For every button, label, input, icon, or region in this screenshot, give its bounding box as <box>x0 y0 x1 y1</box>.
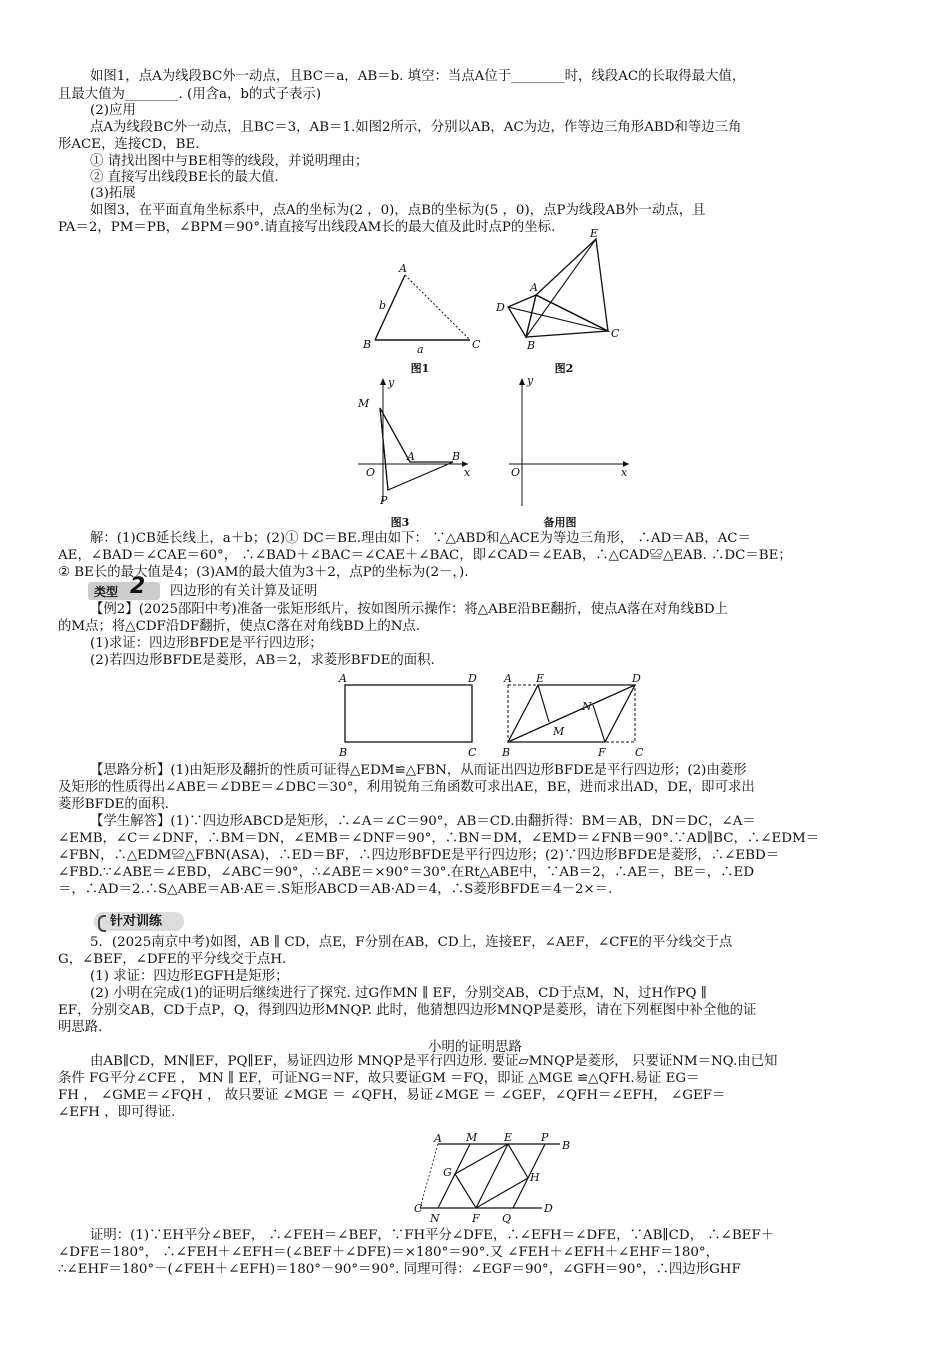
text-line: AE，∠BAD＝∠CAE＝60°， ∴∠BAD＋∠BAC＝∠CAE＋∠BAC，即∠CAD＝∠EAB，∴△CAD≌△EAB. ∴DC＝BE； <box>58 548 792 563</box>
svg-text:O: O <box>366 466 376 479</box>
section-title: 四边形的有关计算及证明 <box>170 584 318 599</box>
text-line: 点A为线段BC外一动点，且BC＝3，AB＝1.如图2所示，分别以AB，AC为边，作等边三角形ABD和等边三角 <box>90 120 742 135</box>
svg-text:D: D <box>632 672 641 685</box>
svg-text:H: H <box>530 1171 540 1184</box>
svg-text:y: y <box>527 374 534 387</box>
svg-text:E: E <box>590 227 599 240</box>
text-line: 且最大值为________. (用含a，b的式子表示) <box>58 87 322 102</box>
svg-text:B: B <box>527 339 536 352</box>
svg-text:C: C <box>635 746 644 759</box>
svg-text:C: C <box>468 746 477 759</box>
text-line: ① 请找出图中与BE相等的线段，并说明理由； <box>90 154 369 169</box>
svg-text:C: C <box>414 1202 423 1215</box>
text-line: (1) 求证：四边形EGFH是矩形； <box>90 969 289 984</box>
svg-text:A: A <box>504 672 512 685</box>
svg-text:F: F <box>472 1212 480 1225</box>
text-line: ∠DFE＝180°， ∴∠FEH＋∠EFH＝(∠BEF＋∠DFE)＝×180°＝90°.又 ∠FEH＋∠EFH＋∠EHF＝180°， <box>58 1245 719 1260</box>
svg-text:x: x <box>464 466 471 479</box>
text-line: 【思路分析】(1)由矩形及翻折的性质可证得△EDM≌△FBN，从而证出四边形BFDE是平行四边形；(2)由菱形 <box>90 763 747 778</box>
svg-text:N: N <box>430 1212 440 1225</box>
text-line: ② 直接写出线段BE长的最大值. <box>90 170 279 185</box>
text-line: ＝，∴AD＝2.∴S△ABE＝AB·AE＝.S矩形ABCD＝AB·AD＝4，∴S菱形BFDE＝4－2×＝. <box>58 882 613 897</box>
text-line: 的M点；将△CDF沿DF翻折，使点C落在对角线BD上的N点. <box>58 619 421 634</box>
svg-text:G: G <box>443 1166 452 1179</box>
text-line: ∠EFH ，即可得证. <box>58 1105 176 1120</box>
svg-text:b: b <box>379 299 387 312</box>
svg-text:P: P <box>541 1131 549 1144</box>
svg-text:A: A <box>434 1132 442 1145</box>
svg-text:A: A <box>339 672 347 685</box>
text-line: G，∠BEF，∠DFE的平分线交于点H. <box>58 952 287 967</box>
svg-text:F: F <box>598 746 606 759</box>
text-line: (2)应用 <box>90 103 136 118</box>
spare-figure <box>505 372 635 512</box>
text-line: (2)若四边形BFDE是菱形，AB＝2，求菱形BFDE的面积. <box>90 653 435 668</box>
figure-1 <box>355 255 495 355</box>
svg-text:x: x <box>621 466 628 479</box>
svg-text:A: A <box>407 450 415 463</box>
svg-text:a: a <box>417 343 424 355</box>
figure-3 <box>350 372 480 512</box>
svg-text:M: M <box>553 725 565 738</box>
svg-text:B: B <box>339 746 348 759</box>
svg-text:y: y <box>388 376 395 389</box>
text-line: ∠EMB，∠C＝∠DNF，∴BM＝DN，∠EMB＝∠DNF＝90°，∴BN＝DM，∠EMD＝∠FNB＝90°.∵AD∥BC，∴∠EDM＝ <box>58 831 820 846</box>
text-line: 由AB∥CD，MN∥EF，PQ∥EF，易证四边形 MNQP是平行四边形. 要证▱MNQP是菱形， 只要证NM＝NQ.由已知 <box>90 1054 778 1069</box>
text-line: 5．(2025南京中考)如图，AB ∥ CD，点E，F分别在AB，CD上，连接EF，∠AEF，∠CFE的平分线交于点 <box>90 935 733 950</box>
text-line: (1)求证：四边形BFDE是平行四边形； <box>90 636 323 651</box>
svg-text:D: D <box>496 301 505 314</box>
svg-text:B: B <box>562 1139 571 1152</box>
rectangle-figure <box>335 670 485 760</box>
text-line: 明思路. <box>58 1020 103 1035</box>
idea-title: 小明的证明思路 <box>428 1040 522 1055</box>
svg-text:A: A <box>530 281 538 294</box>
svg-text:M: M <box>466 1131 478 1144</box>
text-line: 条件 FG平分∠CFE ， MN ∥ EF，可证NG＝NF，故只要证GM ＝FQ，即证 △MGE ≌△QFH.易证 EG＝ <box>58 1071 700 1086</box>
spare-figure-caption: 备用图 <box>543 516 577 529</box>
svg-text:C: C <box>611 327 620 340</box>
figure-2-caption: 图2 <box>554 362 574 375</box>
text-line: 证明：(1)∵EH平分∠BEF， ∴∠FEH＝∠BEF，∵FH平分∠DFE，∴∠EFH＝∠DFE，∵AB∥CD， ∴∠BEF＋ <box>90 1228 775 1243</box>
svg-text:D: D <box>544 1202 553 1215</box>
svg-text:N: N <box>582 700 592 713</box>
text-line: 及矩形的性质得出∠ABE＝∠DBE＝∠DBC＝30°，利用锐角三角函数可求出AE，BE，进而求出AD，DE，即可求出 <box>58 780 755 795</box>
text-line: (3)拓展 <box>90 186 136 201</box>
text-line: 形ACE，连接CD，BE. <box>58 137 200 152</box>
svg-text:B: B <box>363 338 372 351</box>
text-line: PA＝2，PM＝PB，∠BPM＝90°.请直接写出线段AM长的最大值及此时点P的坐标. <box>58 220 556 235</box>
training-label: 针对训练 <box>94 912 184 931</box>
text-line: 【学生解答】(1)∵四边形ABCD是矩形，∴∠A＝∠C＝90°，AB＝CD.由翻折得：BM＝AB，DN＝DC，∠A＝ <box>90 814 756 829</box>
text-line: 如图1，点A为线段BC外一动点，且BC＝a，AB＝b. 填空：当点A位于________时，线段AC的长取得最大值， <box>90 69 746 84</box>
svg-text:A: A <box>399 262 407 275</box>
svg-text:O: O <box>511 466 521 479</box>
text-line: 解：(1)CB延长线上，a＋b；(2)① DC＝BE.理由如下： ∵△ABD和△ACE为等边三角形， ∴AD＝AB，AC＝ <box>90 531 751 546</box>
figure-1-caption: 图1 <box>410 362 430 375</box>
text-line: 菱形BFDE的面积. <box>58 797 169 812</box>
svg-text:E: E <box>504 1131 513 1144</box>
text-line: ∠FBD.∵∠ABE＝∠EBD，∠ABC＝90°，∴∠ABE＝×90°＝30°.在Rt△ABE中，∵AB＝2，∴AE＝，BE＝，∴ED <box>58 865 755 880</box>
svg-text:M: M <box>358 397 370 410</box>
text-line: EF，分别交AB，CD于点P，Q，得到四边形MNQP. 此时，他猜想四边形MNQP是菱形，请在下列框图中补全他的证 <box>58 1003 757 1018</box>
text-line: ② BE长的最大值是4；(3)AM的最大值为3＋2，点P的坐标为(2－，). <box>58 565 469 580</box>
text-line: ∴∠EHF＝180°－(∠FEH＋∠EFH)＝180°－90°＝90°. 同理可得：∠EGF＝90°，∠GFH＝90°，∴四边形GHF <box>58 1262 741 1277</box>
figure-3-caption: 图3 <box>390 516 410 529</box>
type-badge: 类型 2 <box>88 582 160 600</box>
figure-2 <box>490 225 630 355</box>
svg-text:B: B <box>502 746 511 759</box>
text-line: (2) 小明在完成(1)的证明后继续进行了探究. 过G作MN ∥ EF，分别交AB，CD于点M，N，过H作PQ ∥ <box>90 986 707 1001</box>
text-line: ∠FBN，∴△EDM≌△FBN(ASA)，∴ED＝BF，∴四边形BFDE是平行四边形；(2)∵四边形BFDE是菱形，∴∠EBD＝ <box>58 848 780 863</box>
text-line: FH ， ∠GME＝∠FQH ， 故只要证 ∠MGE ＝ ∠QFH，易证∠MGE ＝ ∠GEF，∠QFH＝∠EFH， ∠GEF＝ <box>58 1088 726 1103</box>
svg-text:P: P <box>380 494 388 507</box>
svg-text:C: C <box>472 338 481 351</box>
folded-rectangle-figure <box>498 670 658 760</box>
svg-text:Q: Q <box>502 1212 512 1225</box>
text-line: 【例2】(2025邵阳中考)准备一张矩形纸片，按如图所示操作：将△ABE沿BE翻折，使点A落在对角线BD上 <box>90 602 728 617</box>
svg-text:B: B <box>452 450 461 463</box>
mnqp-figure <box>410 1130 580 1225</box>
text-line: 如图3，在平面直角坐标系中，点A的坐标为(2 ，0)，点B的坐标为(5 ，0)，点P为线段AB外一动点，且 <box>90 203 706 218</box>
svg-text:D: D <box>468 672 477 685</box>
svg-text:E: E <box>536 672 545 685</box>
